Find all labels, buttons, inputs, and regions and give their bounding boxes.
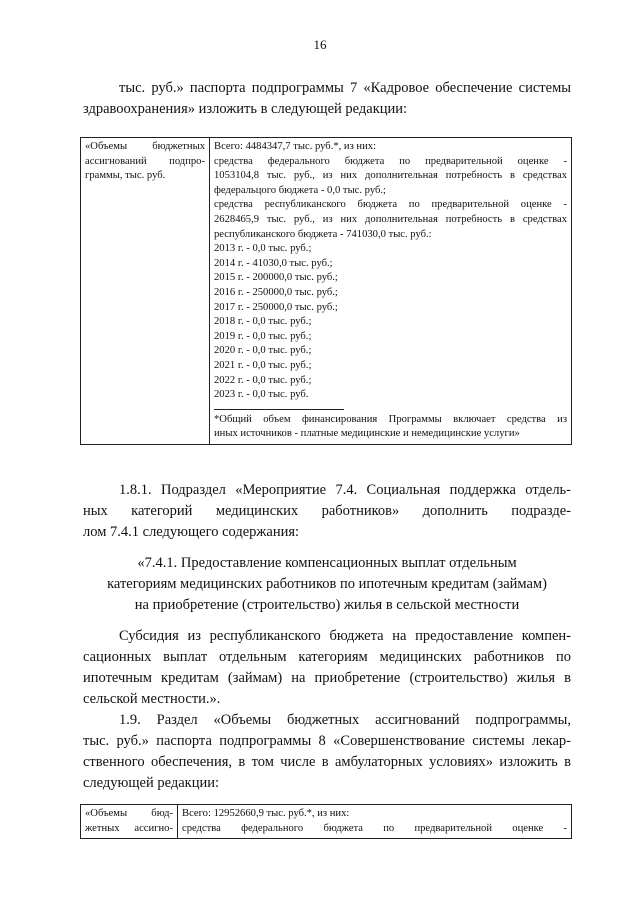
left-cell-line: жетных ассигно-: [85, 822, 173, 834]
budget-line: 2628465,9 тыс. руб., из них дополнительная потребность в средствах: [214, 213, 567, 225]
passport-table-subprogram-8: [80, 804, 572, 839]
subsidy-line: ипотечным кредитам (займам) на приобретение (строительство) жилья в: [83, 670, 571, 686]
budget-line: средства федерального бюджета по предварительной оценке -: [214, 155, 567, 167]
subsidy-line: сационных выплат отдельным категориям медицинских работников по: [83, 649, 571, 665]
year-line: 2019 г. - 0,0 тыс. руб.;: [214, 330, 312, 342]
subsidy-paragraph: [83, 626, 571, 710]
left-cell-line: «Объемы бюджетных: [85, 141, 205, 152]
year-line: 2023 г. - 0,0 тыс. руб.: [214, 389, 309, 401]
intro-line: здравоохранения» изложить в следующей редакции:: [83, 101, 408, 117]
heading-line: категориям медицинских работников по ипотечным кредитам (займам): [107, 576, 547, 592]
table-row: [81, 138, 572, 445]
section-1-9: [83, 710, 571, 794]
budget-line: 1053104,8 тыс. руб., из них дополнительная потребность в средствах: [214, 170, 567, 182]
table-right-cell: [210, 138, 572, 445]
intro-line: тыс. руб.» паспорта подпрограммы 7 «Кадровое обеспечение системы: [119, 80, 571, 96]
year-line: 2017 г. - 250000,0 тыс. руб.;: [214, 301, 338, 313]
budget-line: средства республиканского бюджета по предварительной оценке -: [214, 199, 567, 211]
budget-total-line: Всего: 12952660,9 тыс. руб.*, из них:: [182, 808, 350, 819]
left-cell-line: граммы, тыс. руб.: [85, 170, 166, 182]
section-line: ных категорий медицинских работников» дополнить подразде-: [83, 503, 571, 519]
section-1-8-1: [83, 480, 571, 543]
subsidy-line: Субсидия из республиканского бюджета на предоставление компен-: [119, 628, 571, 644]
budget-total-line: Всего: 4484347,7 тыс. руб.*, из них:: [214, 141, 377, 152]
heading-line: на приобретение (строительство) жилья в сельской местности: [134, 597, 520, 613]
year-line: 2022 г. - 0,0 тыс. руб.;: [214, 374, 312, 386]
intro-paragraph: [83, 78, 571, 120]
budget-line: республиканского бюджета - 741030,0 тыс. руб.:: [214, 228, 432, 240]
table-right-cell: [178, 805, 572, 839]
budget-line: средства федерального бюджета по предварительной оценке -: [182, 822, 567, 834]
table-left-cell: [81, 138, 210, 445]
table-row: [81, 805, 572, 839]
year-line: 2020 г. - 0,0 тыс. руб.;: [214, 345, 312, 357]
budget-line: федеральцого бюджета - 0,0 тыс. руб.;: [214, 184, 386, 196]
section-line: следующей редакции:: [83, 775, 220, 791]
subsidy-line: сельской местности.».: [83, 691, 221, 707]
heading-line: «7.4.1. Предоставление компенсационных выплат отдельным: [137, 555, 517, 571]
page-number: 16: [313, 37, 327, 52]
year-line: 2013 г. - 0,0 тыс. руб.;: [214, 243, 312, 255]
section-line: 1.9. Раздел «Объемы бюджетных ассигнований подпрограммы,: [119, 712, 571, 728]
footnote-line: иных источников - платные медицинские и немедицинские услуги»: [214, 428, 520, 440]
year-line: 2016 г. - 250000,0 тыс. руб.;: [214, 286, 338, 298]
section-line: ственного обеспечения, в том числе в амбулаторных условиях» изложить в: [83, 754, 571, 770]
table-left-cell: [81, 805, 178, 839]
year-line: 2015 г. - 200000,0 тыс. руб.;: [214, 272, 338, 284]
footnote-divider: [214, 409, 344, 410]
footnote-line: *Общий объем финансирования Программы включает средства из: [214, 413, 567, 425]
year-line: 2021 г. - 0,0 тыс. руб.;: [214, 359, 312, 371]
heading-7-4-1: [83, 553, 571, 616]
year-line: 2018 г. - 0,0 тыс. руб.;: [214, 316, 312, 328]
section-line: тыс. руб.» паспорта подпрограммы 8 «Совершенствование системы лекар-: [83, 733, 571, 749]
year-line: 2014 г. - 41030,0 тыс. руб.;: [214, 257, 333, 269]
left-cell-line: ассигнований подпро-: [85, 155, 205, 167]
section-line: лом 7.4.1 следующего содержания:: [83, 524, 300, 540]
left-cell-line: «Объемы бюд-: [85, 808, 173, 819]
section-line: 1.8.1. Подраздел «Мероприятие 7.4. Социальная поддержка отдель-: [119, 482, 571, 498]
passport-table-subprogram-7: [80, 137, 572, 445]
